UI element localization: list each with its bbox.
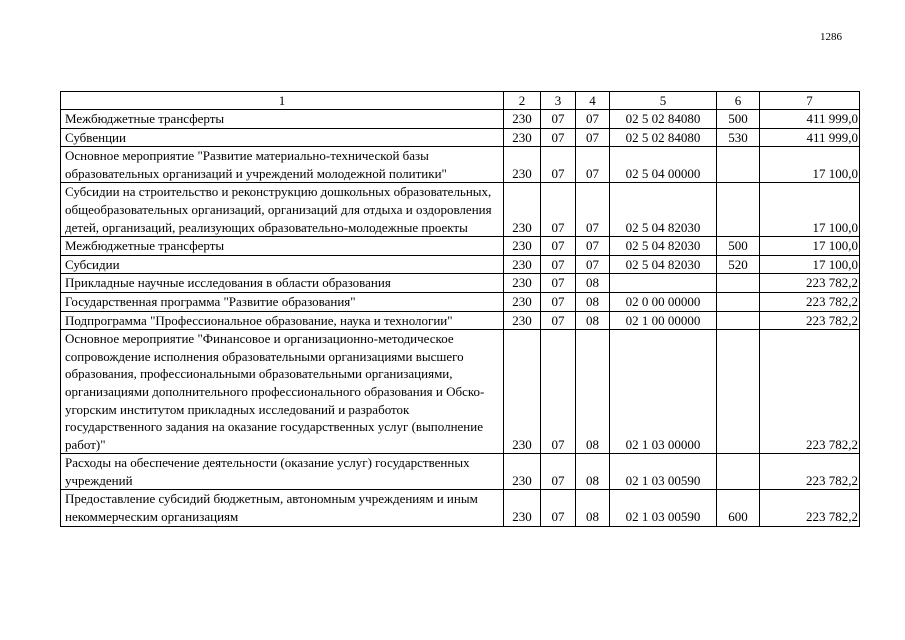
row-code-4: 08: [576, 292, 610, 311]
row-code-3: 07: [541, 128, 576, 147]
row-code-3: 07: [541, 454, 576, 490]
table-row: [61, 292, 860, 311]
row-code-4: 07: [576, 110, 610, 129]
row-code-3: 07: [541, 183, 576, 237]
row-code-6: 500: [717, 110, 760, 129]
row-code-2: 230: [504, 330, 541, 454]
row-code-6: [717, 274, 760, 293]
row-code-2: 230: [504, 490, 541, 526]
row-code-4: 07: [576, 237, 610, 256]
row-code-4: 08: [576, 490, 610, 526]
table-row: [61, 255, 860, 274]
row-code-6: [717, 330, 760, 454]
row-code-2: 230: [504, 292, 541, 311]
row-amount: 411 999,0: [760, 128, 860, 147]
row-amount: 17 100,0: [760, 147, 860, 183]
header-cell: 3: [541, 92, 576, 110]
row-code-4: 07: [576, 255, 610, 274]
table-row: [61, 454, 860, 490]
table-row: [61, 311, 860, 330]
row-name: Субсидии на строительство и реконструкцию дошкольных образовательных, общеобразовательных организаций, организаций для отдыха и оздоровления детей, организаций, реализующих образовательно-молодежные проекты: [61, 183, 504, 237]
row-name: Основное мероприятие "Развитие материально-технической базы образовательных организаций и учреждений молодежной политики": [61, 147, 504, 183]
row-code-4: 08: [576, 454, 610, 490]
table-row: [61, 110, 860, 129]
row-code-5: 02 1 03 00000: [610, 330, 717, 454]
row-code-6: [717, 183, 760, 237]
row-code-4: 08: [576, 330, 610, 454]
row-code-2: 230: [504, 454, 541, 490]
row-code-4: 07: [576, 128, 610, 147]
row-amount: 223 782,2: [760, 311, 860, 330]
row-code-2: 230: [504, 237, 541, 256]
row-code-5: 02 5 04 82030: [610, 255, 717, 274]
row-code-2: 230: [504, 255, 541, 274]
row-code-2: 230: [504, 110, 541, 129]
row-code-3: 07: [541, 147, 576, 183]
row-code-3: 07: [541, 237, 576, 256]
row-code-5: 02 5 04 82030: [610, 183, 717, 237]
header-cell: 7: [760, 92, 860, 110]
row-amount: 223 782,2: [760, 490, 860, 526]
page-number: 1286: [820, 31, 842, 43]
row-code-2: 230: [504, 147, 541, 183]
table-row: [61, 274, 860, 293]
row-code-3: 07: [541, 274, 576, 293]
row-code-2: 230: [504, 128, 541, 147]
row-name: Подпрограмма "Профессиональное образование, наука и технологии": [61, 311, 504, 330]
row-code-6: [717, 292, 760, 311]
row-name: Субсидии: [61, 255, 504, 274]
table-row: [61, 490, 860, 526]
row-code-5: 02 1 03 00590: [610, 454, 717, 490]
table-row: [61, 183, 860, 237]
row-code-5: [610, 274, 717, 293]
table-row: [61, 128, 860, 147]
row-name: Межбюджетные трансферты: [61, 110, 504, 129]
header-cell: 2: [504, 92, 541, 110]
row-code-3: 07: [541, 292, 576, 311]
table-row: [61, 237, 860, 256]
row-code-2: 230: [504, 274, 541, 293]
row-amount: 411 999,0: [760, 110, 860, 129]
row-code-3: 07: [541, 330, 576, 454]
row-amount: 223 782,2: [760, 292, 860, 311]
header-cell: 6: [717, 92, 760, 110]
row-code-5: 02 5 02 84080: [610, 110, 717, 129]
row-code-6: [717, 147, 760, 183]
row-amount: 223 782,2: [760, 454, 860, 490]
row-name: Расходы на обеспечение деятельности (оказание услуг) государственных учреждений: [61, 454, 504, 490]
row-code-6: 530: [717, 128, 760, 147]
row-name: Прикладные научные исследования в области образования: [61, 274, 504, 293]
table-row: [61, 147, 860, 183]
row-code-6: 500: [717, 237, 760, 256]
row-name: Основное мероприятие "Финансовое и организационно-методическое сопровождение исполнения образовательными организациями высшего образования, профессиональными образовательными организациями, организациями дополнительного профессионального образования и Обско-угорским институтом прикладных исследований и разработок государственного задания на оказание государственных услуг (выполнение работ)": [61, 330, 504, 454]
row-code-4: 07: [576, 183, 610, 237]
row-code-5: 02 5 02 84080: [610, 128, 717, 147]
row-name: Предоставление субсидий бюджетным, автономным учреждениям и иным некоммерческим организациям: [61, 490, 504, 526]
row-code-3: 07: [541, 490, 576, 526]
row-name: Межбюджетные трансферты: [61, 237, 504, 256]
row-name: Государственная программа "Развитие образования": [61, 292, 504, 311]
row-code-4: 08: [576, 311, 610, 330]
row-code-6: [717, 454, 760, 490]
row-amount: 17 100,0: [760, 237, 860, 256]
table-row: [61, 330, 860, 454]
row-code-6: [717, 311, 760, 330]
header-cell: 4: [576, 92, 610, 110]
row-code-6: 600: [717, 490, 760, 526]
row-code-6: 520: [717, 255, 760, 274]
row-code-3: 07: [541, 110, 576, 129]
row-code-3: 07: [541, 255, 576, 274]
row-amount: 17 100,0: [760, 183, 860, 237]
row-code-5: 02 1 00 00000: [610, 311, 717, 330]
row-code-5: 02 5 04 00000: [610, 147, 717, 183]
budget-table: [60, 91, 860, 527]
row-name: Субвенции: [61, 128, 504, 147]
row-code-2: 230: [504, 183, 541, 237]
row-amount: 223 782,2: [760, 330, 860, 454]
row-code-4: 08: [576, 274, 610, 293]
row-code-5: 02 1 03 00590: [610, 490, 717, 526]
row-amount: 223 782,2: [760, 274, 860, 293]
row-amount: 17 100,0: [760, 255, 860, 274]
row-code-5: 02 5 04 82030: [610, 237, 717, 256]
row-code-2: 230: [504, 311, 541, 330]
row-code-5: 02 0 00 00000: [610, 292, 717, 311]
row-code-3: 07: [541, 311, 576, 330]
header-cell: 5: [610, 92, 717, 110]
header-cell: 1: [61, 92, 504, 110]
table-header-row: [61, 92, 860, 110]
row-code-4: 07: [576, 147, 610, 183]
